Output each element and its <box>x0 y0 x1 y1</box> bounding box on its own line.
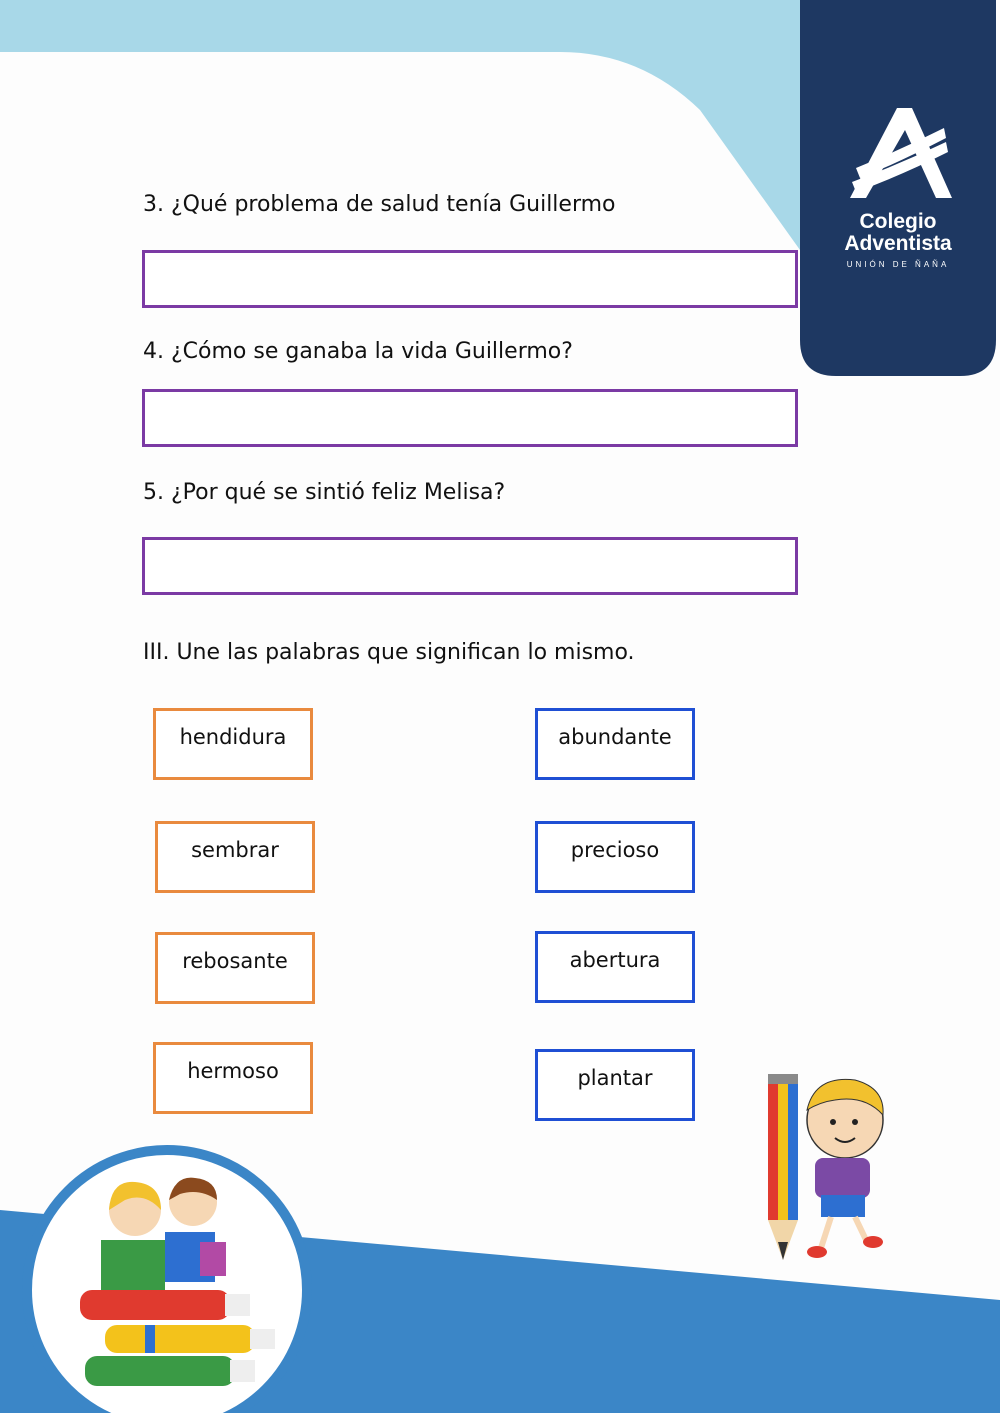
left-word-1[interactable]: hendidura <box>153 708 313 780</box>
answer-5-field[interactable] <box>142 537 798 595</box>
section-3-title: III. Une las palabras que significan lo mismo. <box>143 640 635 665</box>
kids-reading-illustration <box>75 1170 275 1390</box>
boy-shirt <box>815 1158 870 1198</box>
question-3-label: 3. ¿Qué problema de salud tenía Guillermo <box>143 192 616 217</box>
answer-3-field[interactable] <box>142 250 798 308</box>
left-word-3[interactable]: rebosante <box>155 932 315 1004</box>
answer-4-field[interactable] <box>142 389 798 447</box>
boy-with-pencil-illustration <box>755 1070 915 1270</box>
left-word-4[interactable]: hermoso <box>153 1042 313 1114</box>
right-word-1[interactable]: abundante <box>535 708 695 780</box>
left-word-2[interactable]: sembrar <box>155 821 315 893</box>
logo-line-1: Colegio <box>859 210 937 233</box>
right-word-3[interactable]: abertura <box>535 931 695 1003</box>
question-5-label: 5. ¿Por qué se sintió feliz Melisa? <box>143 480 506 505</box>
logo-line-3: UNIÓN DE ÑAÑA <box>846 260 950 269</box>
pencil-icon <box>768 1074 798 1260</box>
books-stack-icon <box>80 1290 275 1386</box>
logo-line-2: Adventista <box>844 232 952 255</box>
logo-panel <box>800 0 996 376</box>
boy-shorts <box>821 1195 865 1217</box>
right-word-4[interactable]: plantar <box>535 1049 695 1121</box>
right-word-2[interactable]: precioso <box>535 821 695 893</box>
question-4-label: 4. ¿Cómo se ganaba la vida Guillermo? <box>143 339 573 364</box>
